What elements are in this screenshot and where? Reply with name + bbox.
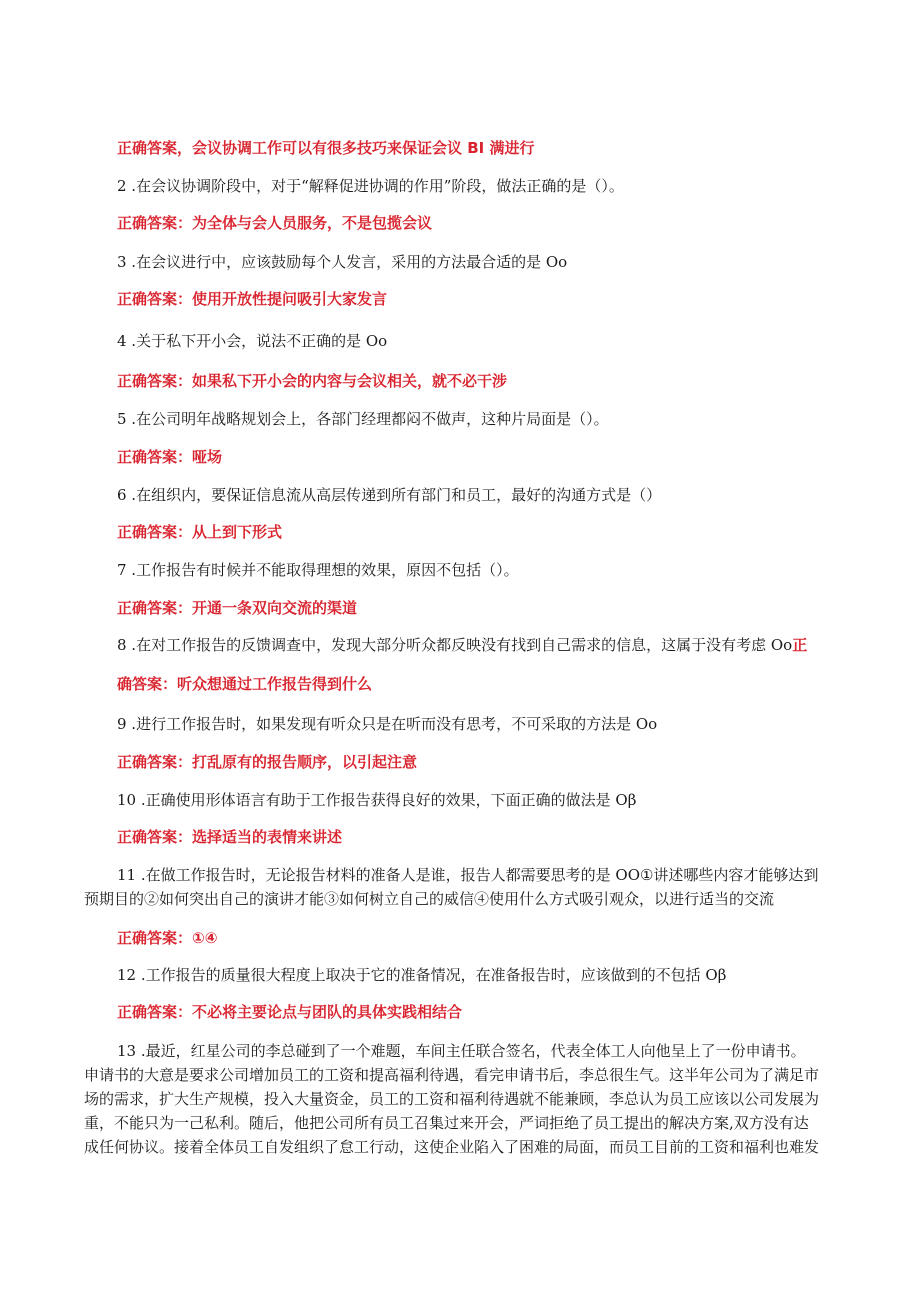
- answer-8: 确答案：听众想通过工作报告得到什么: [117, 675, 373, 693]
- answer-8-prefix: 正: [792, 636, 808, 654]
- answer-6: 正确答案：从上到下形式: [117, 523, 283, 541]
- question-9: 9 .进行工作报告时，如果发现有听众只是在听而没有思考，不可采取的方法是 Oo: [117, 715, 658, 733]
- question-11: 11 .在做工作报告时，无论报告材料的准备人是谁，报告人都需要思考的是 OO①讲述哪些内容才能够达到: [117, 866, 819, 884]
- answer-2: 正确答案：为全体与会人员服务，不是包揽会议: [117, 214, 433, 232]
- answer-10: 正确答案：选择适当的表情来讲述: [117, 828, 343, 846]
- question-7: 7 .工作报告有时候并不能取得理想的效果，原因不包括（）。: [117, 561, 519, 579]
- question-10: 10 .正确使用形体语言有助于工作报告获得良好的效果，下面正确的做法是 Oβ: [117, 791, 637, 809]
- question-5: 5 .在公司明年战略规划会上，各部门经理都闷不做声，这种片局面是（）。: [117, 410, 609, 428]
- question-13-line-4: 重，不能只为一己私利。随后，他把公司所有员工召集过来开会，严词拒绝了员工提出的解决方案,双方没有达: [84, 1114, 809, 1132]
- question-8: [117, 634, 807, 656]
- question-13-line-1: 13 .最近，红星公司的李总碰到了一个难题，车间主任联合签名，代表全体工人向他呈上了一份申请书。: [117, 1042, 806, 1060]
- answer-3: 正确答案：使用开放性提问吸引大家发言: [117, 290, 388, 308]
- answer-5: 正确答案：哑场: [117, 448, 223, 466]
- answer-7: 正确答案：开通一条双向交流的渠道: [117, 599, 358, 617]
- answer-12: 正确答案：不必将主要论点与团队的具体实践相结合: [117, 1003, 463, 1021]
- question-13-line-2: 申请书的大意是要求公司增加员工的工资和提高福利待遇，看完申请书后，李总很生气。这半年公司为了满足市: [84, 1066, 820, 1084]
- question-13-line-3: 场的需求，扩大生产规模，投入大量资金，员工的工资和福利待遇就不能兼顾，李总认为员工应该以公司发展为: [84, 1090, 820, 1108]
- question-11-cont: 预期目的②如何突出自己的演讲才能③如何树立自己的威信④使用什么方式吸引观众，以进行适当的交流: [84, 890, 775, 908]
- question-3: 3 .在会议进行中，应该鼓励每个人发言，采用的方法最合适的是 Oo: [117, 253, 568, 271]
- question-12: 12 .工作报告的质量很大程度上取决于它的准备情况，在准备报告时，应该做到的不包括 Oβ: [117, 966, 727, 984]
- question-13-line-5: 成任何协议。接着全体员工自发组织了怠工行动，这使企业陷入了困难的局面，而员工目前的工资和福利也难发: [84, 1138, 820, 1156]
- question-2: 2 .在会议协调阶段中，对于“解释促进协调的作用”阶段，做法正确的是（）。: [117, 177, 624, 195]
- question-8-text: 8 .在对工作报告的反馈调查中，发现大部分听众都反映没有找到自己需求的信息，这属于没有考虑 Oo: [117, 636, 793, 654]
- answer-11: 正确答案：①④: [117, 929, 218, 947]
- question-6: 6 .在组织内，要保证信息流从高层传递到所有部门和员工，最好的沟通方式是（）: [117, 486, 662, 504]
- answer-9: 正确答案：打乱原有的报告顺序，以引起注意: [117, 753, 418, 771]
- question-4: 4 .关于私下开小会，说法不正确的是 Oo: [117, 332, 388, 350]
- answer-4: 正确答案：如果私下开小会的内容与会议相关，就不必干涉: [117, 372, 508, 390]
- answer-1: 正确答案，会议协调工作可以有很多技巧来保证会议 BI 满进行: [117, 139, 535, 157]
